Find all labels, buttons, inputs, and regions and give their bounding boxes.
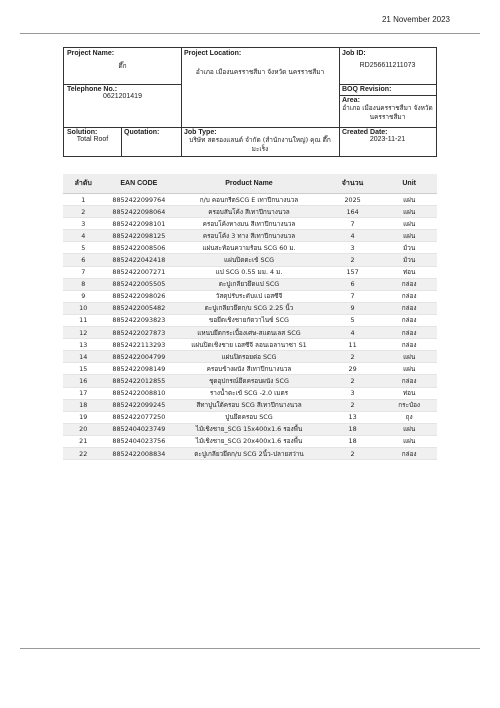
solution-label: Solution: <box>67 129 98 136</box>
cell-ean-code: 8852422098149 <box>103 363 174 375</box>
created-date-label: Created Date: <box>342 129 388 136</box>
table-row <box>63 302 437 314</box>
cell-quantity: 2 <box>324 351 382 363</box>
cell-index: 13 <box>63 339 103 351</box>
cell-ean-code: 8852422098064 <box>103 206 174 218</box>
cell-ean-code: 8852422008506 <box>103 242 174 254</box>
cell-quantity: 164 <box>324 206 382 218</box>
cell-unit: แผ่น <box>381 435 437 447</box>
cell-unit: กล่อง <box>381 327 437 339</box>
job-type-value: บริษัท สตรองแลนด์ จำกัด (สำนักงานใหญ่) คุณ ตึ๊ก มะเร็ง <box>189 136 331 153</box>
cell-quantity: 157 <box>324 266 382 278</box>
table-header-row <box>63 174 437 194</box>
cell-ean-code: 8852422077250 <box>103 411 174 423</box>
cell-index: 4 <box>63 230 103 242</box>
cell-unit: ท่อน <box>381 387 437 399</box>
footer-divider <box>20 648 480 649</box>
cell-ean-code: 8852422093823 <box>103 314 174 326</box>
job-id-label: Job ID: <box>342 50 366 57</box>
cell-ean-code: 8852422098101 <box>103 218 174 230</box>
cell-ean-code: 8852422005482 <box>103 302 174 314</box>
telephone-value: 0621201419 <box>103 93 142 100</box>
solution-cell <box>64 127 121 145</box>
project-location-cell <box>181 48 339 79</box>
cell-unit: แผ่น <box>381 351 437 363</box>
cell-product-name: ครอบโค้ง 3 ทาง สีเทาปีกนางนวล <box>174 230 324 242</box>
area-label: Area: <box>342 97 360 104</box>
column-header-quantity: จำนวน <box>324 174 382 194</box>
cell-unit: แผ่น <box>381 230 437 242</box>
cell-unit: กล่อง <box>381 447 437 459</box>
telephone-cell <box>64 84 181 102</box>
cell-quantity: 2025 <box>324 194 382 206</box>
cell-ean-code: 8852404023756 <box>103 435 174 447</box>
cell-ean-code: 8852422007271 <box>103 266 174 278</box>
cell-ean-code: 8852422042418 <box>103 254 174 266</box>
cell-product-name: ครอบข้างผนัง สีเทาปีกนางนวล <box>174 363 324 375</box>
cell-ean-code: 8852422005505 <box>103 278 174 290</box>
cell-quantity: 7 <box>324 218 382 230</box>
cell-unit: ท่อน <box>381 266 437 278</box>
cell-product-name: แผ่นปิดรอยต่อ SCG <box>174 351 324 363</box>
area-cell <box>339 95 436 124</box>
project-info-block <box>63 47 437 157</box>
cell-product-name: แผ่นปิดเชิงชาย เอสซีจี ลอนเอลานาซา S1 <box>174 339 324 351</box>
table-row <box>63 206 437 218</box>
job-type-cell <box>181 127 339 156</box>
cell-ean-code: 8852422008810 <box>103 387 174 399</box>
cell-quantity: 4 <box>324 230 382 242</box>
cell-index: 21 <box>63 435 103 447</box>
table-row <box>63 242 437 254</box>
cell-ean-code: 8852422099764 <box>103 194 174 206</box>
cell-unit: กล่อง <box>381 278 437 290</box>
cell-index: 12 <box>63 327 103 339</box>
table-row <box>63 387 437 399</box>
cell-quantity: 18 <box>324 423 382 435</box>
table-row <box>63 375 437 387</box>
table-row <box>63 278 437 290</box>
cell-product-name: ก/บ คอนกรีตSCG E เทาปีกนางนวล <box>174 194 324 206</box>
cell-index: 8 <box>63 278 103 290</box>
table-row <box>63 411 437 423</box>
cell-unit: แผ่น <box>381 194 437 206</box>
quotation-cell <box>121 127 181 138</box>
cell-index: 17 <box>63 387 103 399</box>
table-row <box>63 339 437 351</box>
project-name-value: ตึ๊ก <box>118 62 127 70</box>
cell-ean-code: 8852404023749 <box>103 423 174 435</box>
cell-unit: กล่อง <box>381 302 437 314</box>
cell-product-name: ปูนยึดครอบ SCG <box>174 411 324 423</box>
cell-quantity: 2 <box>324 254 382 266</box>
cell-quantity: 3 <box>324 387 382 399</box>
cell-unit: กล่อง <box>381 375 437 387</box>
boq-revision-label: BOQ Revision: <box>342 86 392 93</box>
cell-unit: กระป๋อง <box>381 399 437 411</box>
cell-unit: กล่อง <box>381 290 437 302</box>
cell-quantity: 4 <box>324 327 382 339</box>
cell-ean-code: 8852422027873 <box>103 327 174 339</box>
created-date-value: 2023-11-21 <box>369 136 406 143</box>
cell-product-name: แผ่นปิดตะเข้ SCG <box>174 254 324 266</box>
cell-index: 6 <box>63 254 103 266</box>
table-row <box>63 327 437 339</box>
cell-quantity: 11 <box>324 339 382 351</box>
cell-product-name: แป SCG 0.55 มม. 4 ม. <box>174 266 324 278</box>
cell-index: 3 <box>63 218 103 230</box>
cell-index: 9 <box>63 290 103 302</box>
quotation-label: Quotation: <box>124 129 160 136</box>
cell-quantity: 7 <box>324 290 382 302</box>
cell-quantity: 5 <box>324 314 382 326</box>
cell-product-name: วัสดุปรับระดับแป เอสซีจี <box>174 290 324 302</box>
cell-product-name: แผ่นสะท้อนความร้อน SCG 60 ม. <box>174 242 324 254</box>
cell-index: 15 <box>63 363 103 375</box>
cell-quantity: 6 <box>324 278 382 290</box>
project-location-value: อำเภอ เมืองนครราชสีมา จังหวัด นครราชสีมา <box>195 68 325 76</box>
cell-index: 10 <box>63 302 103 314</box>
column-header-ean: EAN CODE <box>103 174 174 194</box>
created-date-cell <box>339 127 436 145</box>
cell-index: 11 <box>63 314 103 326</box>
cell-index: 7 <box>63 266 103 278</box>
cell-index: 19 <box>63 411 103 423</box>
column-header-product: Product Name <box>174 174 324 194</box>
cell-unit: แผ่น <box>381 423 437 435</box>
cell-quantity: 3 <box>324 242 382 254</box>
job-id-value: RD256611211073 <box>359 62 416 69</box>
cell-unit: แผ่น <box>381 218 437 230</box>
table-row <box>63 423 437 435</box>
cell-product-name: ขอยึดเชิงชายกัดวาไนซ์ SCG <box>174 314 324 326</box>
cell-product-name: ครอบสันโค้ง สีเทาปีกนางนวล <box>174 206 324 218</box>
cell-product-name: สีทาปูนใต้ครอบ SCG สีเทาปีกนางนวล <box>174 399 324 411</box>
boq-revision-cell <box>339 84 436 95</box>
table-row <box>63 230 437 242</box>
telephone-label: Telephone No.: <box>67 86 118 93</box>
header-divider <box>20 33 480 34</box>
column-header-index: ลำดับ <box>63 174 103 194</box>
cell-unit: ถุง <box>381 411 437 423</box>
cell-product-name: ไม้เชิงชาย_SCG 20x400x1.6 รองพื้น <box>174 435 324 447</box>
cell-quantity: 9 <box>324 302 382 314</box>
cell-index: 5 <box>63 242 103 254</box>
table-row <box>63 363 437 375</box>
cell-ean-code: 8852422008834 <box>103 447 174 459</box>
job-type-label: Job Type: <box>184 129 217 136</box>
cell-quantity: 2 <box>324 375 382 387</box>
cell-index: 22 <box>63 447 103 459</box>
cell-unit: กล่อง <box>381 339 437 351</box>
cell-unit: กล่อง <box>381 314 437 326</box>
table-row <box>63 435 437 447</box>
cell-product-name: รางน้ำตะเข้ SCG -2.0 เมตร <box>174 387 324 399</box>
column-header-unit: Unit <box>381 174 437 194</box>
job-id-cell <box>339 48 436 71</box>
cell-product-name: ไม้เชิงชาย_SCG 15x400x1.6 รองพื้น <box>174 423 324 435</box>
solution-value: Total Roof <box>76 136 109 143</box>
cell-quantity: 18 <box>324 435 382 447</box>
project-location-label: Project Location: <box>184 50 242 57</box>
cell-product-name: แหนบยึดกระเบื้องเศษ-สแตนเลส SCG <box>174 327 324 339</box>
cell-product-name: ครอบโค้งหางมน สีเทาปีกนางนวล <box>174 218 324 230</box>
table-row <box>63 290 437 302</box>
cell-quantity: 29 <box>324 363 382 375</box>
cell-index: 2 <box>63 206 103 218</box>
cell-product-name: ชุดอุปกรณ์ยึดครอบผนัง SCG <box>174 375 324 387</box>
table-row <box>63 218 437 230</box>
table-row <box>63 194 437 206</box>
project-name-cell <box>64 48 181 73</box>
cell-quantity: 2 <box>324 399 382 411</box>
cell-quantity: 2 <box>324 447 382 459</box>
items-table <box>63 174 437 460</box>
cell-ean-code: 8852422098125 <box>103 230 174 242</box>
table-row <box>63 399 437 411</box>
table-row <box>63 266 437 278</box>
cell-ean-code: 8852422004799 <box>103 351 174 363</box>
table-row <box>63 351 437 363</box>
cell-unit: ม้วน <box>381 242 437 254</box>
cell-index: 20 <box>63 423 103 435</box>
cell-ean-code: 8852422012855 <box>103 375 174 387</box>
cell-index: 18 <box>63 399 103 411</box>
cell-unit: ม้วน <box>381 254 437 266</box>
cell-index: 1 <box>63 194 103 206</box>
project-name-label: Project Name: <box>67 50 115 57</box>
cell-index: 16 <box>63 375 103 387</box>
cell-ean-code: 8852422113293 <box>103 339 174 351</box>
area-value: อำเภอ เมืองนครราชสีมา จังหวัด นครราชสีมา <box>342 104 433 121</box>
cell-product-name: ตะปูเกลียวยึดก/บ SCG 2.25 นิ้ว <box>174 302 324 314</box>
cell-unit: แผ่น <box>381 206 437 218</box>
cell-ean-code: 8852422099245 <box>103 399 174 411</box>
document-date: 21 November 2023 <box>381 15 450 24</box>
cell-index: 14 <box>63 351 103 363</box>
table-row <box>63 314 437 326</box>
table-row <box>63 254 437 266</box>
cell-quantity: 13 <box>324 411 382 423</box>
cell-product-name: ตะปูเกลียวยึดก/บ SCG 2นิ้ว-ปลายสว่าน <box>174 447 324 459</box>
cell-ean-code: 8852422098026 <box>103 290 174 302</box>
cell-product-name: ตะปูเกลียวยึดแป SCG <box>174 278 324 290</box>
table-row <box>63 447 437 459</box>
cell-unit: แผ่น <box>381 363 437 375</box>
